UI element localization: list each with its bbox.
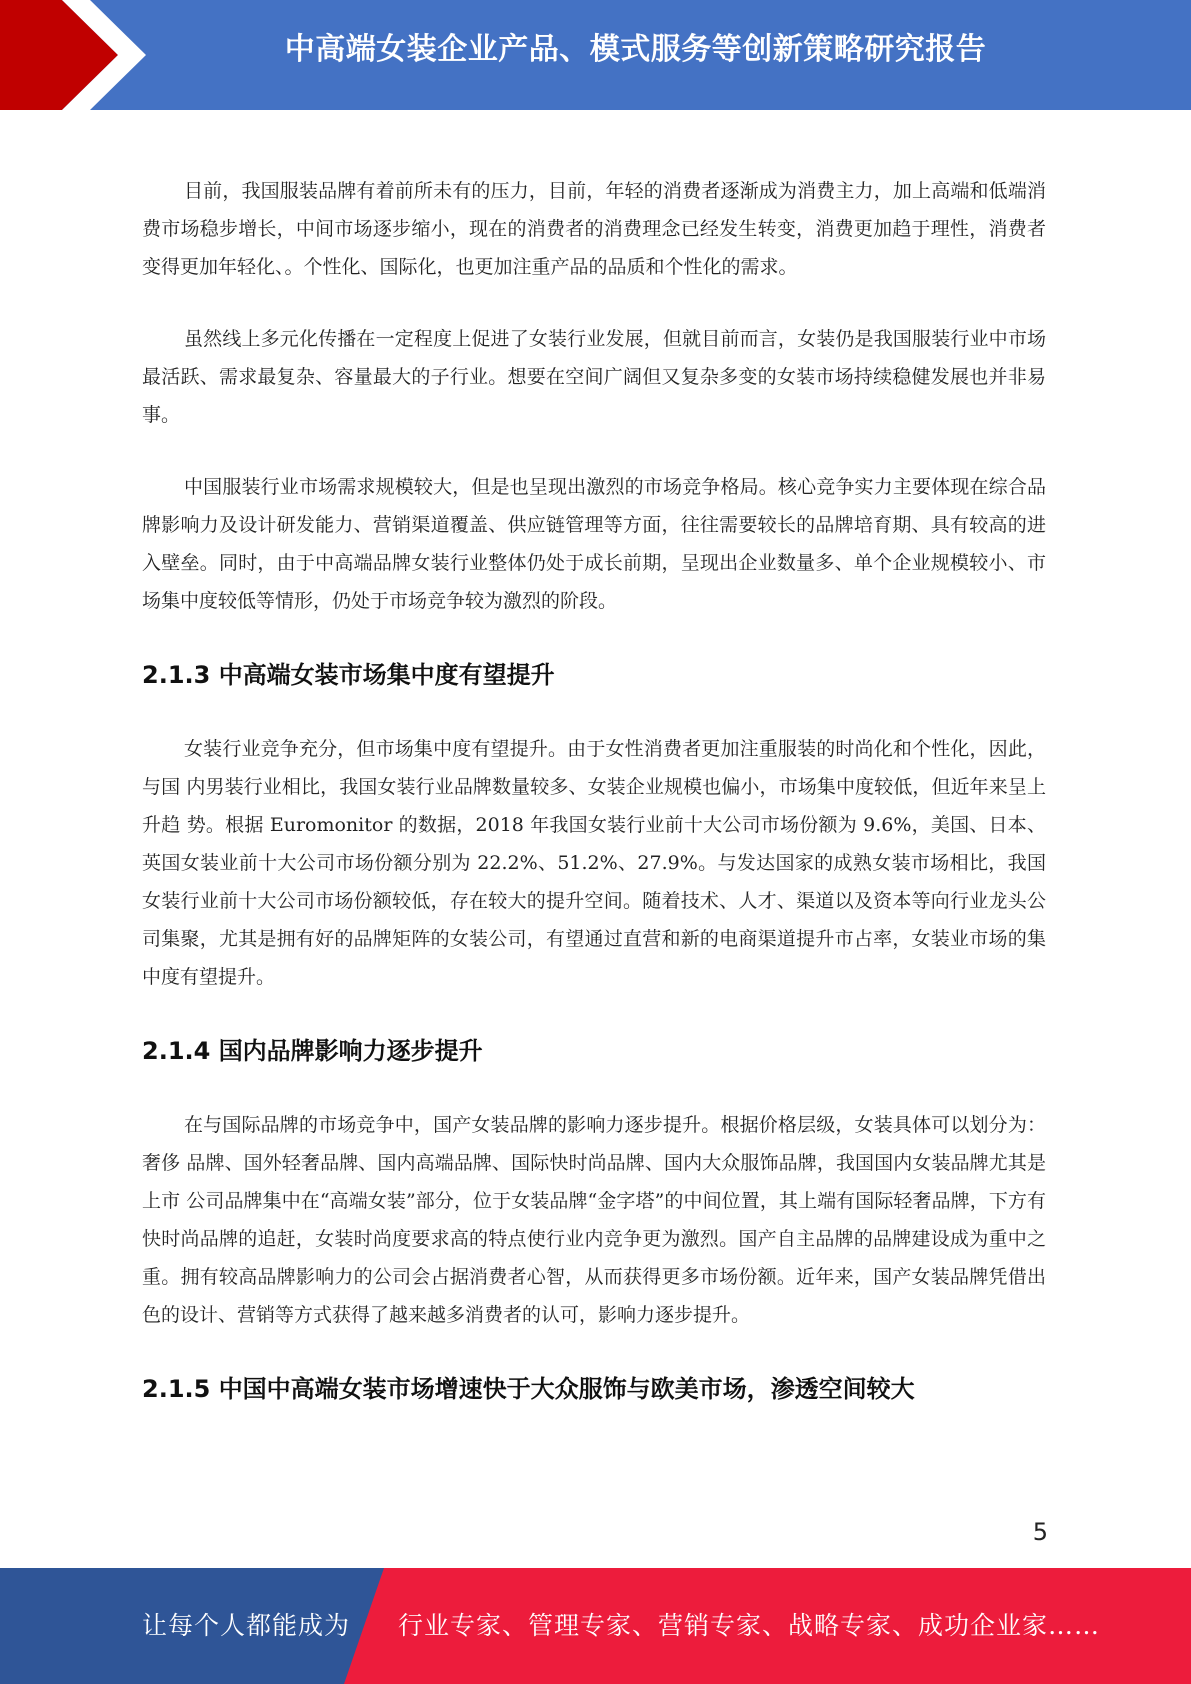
report-header — [0, 0, 1191, 110]
footer-slogan-left: 让每个人都能成为 — [142, 1611, 351, 1640]
report-footer — [0, 1568, 1191, 1684]
section-heading-2-1-5: 2.1.5 中国中高端女装市场增速快于大众服饰与欧美市场，渗透空间较大 — [142, 1375, 915, 1403]
section-heading-2-1-3: 2.1.3 中高端女装市场集中度有望提升 — [142, 661, 555, 689]
paragraph: 中国服装行业市场需求规模较大，但是也呈现出激烈的市场竞争格局。核心竞争实力主要体现在综合品牌影响力及设计研发能力、营销渠道覆盖、供应链管理等方面，往往需要较长的品牌培育期、具有较高的进入壁垒。同时，由于中高端品牌女装行业整体仍处于成长前期，呈现出企业数量多、单个企业规模较小、市场集中度较低等情形，仍处于市场竞争较为激烈的阶段。 — [142, 476, 1046, 612]
report-body — [142, 172, 1046, 1406]
report-title: 中高端女装企业产品、模式服务等创新策略研究报告 — [284, 32, 987, 67]
paragraph: 在与国际品牌的市场竞争中，国产女装品牌的影响力逐步提升。根据价格层级，女装具体可以划分为：奢侈 品牌、国外轻奢品牌、国内高端品牌、国际快时尚品牌、国内大众服饰品牌，我国国内女装品牌尤其是上市 公司品牌集中在“高端女装”部分，位于女装品牌“金字塔”的中间位置，其上端有国际轻奢品牌，下方有 快时尚品牌的追赶，女装时尚度要求高的特点使行业内竞争更为激烈。国产自主品牌的品牌建设成为重中之 重。拥有较高品牌影响力的公司会占据消费者心智，从而获得更多市场份额。近年来，国产女装品牌凭借出 色的设计、营销等方式获得了越来越多消费者的认可，影响力逐步提升。 — [142, 1114, 1046, 1326]
section-heading-2-1-4: 2.1.4 国内品牌影响力逐步提升 — [142, 1037, 483, 1065]
paragraph: 女装行业竞争充分，但市场集中度有望提升。由于女性消费者更加注重服装的时尚化和个性化，因此，与国 内男装行业相比，我国女装行业品牌数量较多、女装企业规模也偏小，市场集中度较低，但近年来呈上升趋 势。根据 Euromonitor 的数据，2018 年我国女装行业前十大公司市场份额为 9.6%，美国、日本、英国女装业前十大公司市场份额分别为 22.2%、51.2%、27.9%。与发达国家的成熟女装市场相比，我国女装行业前十大公司市场份额较低，存在较大的提升空间。随着技术、人才、渠道以及资本等向行业龙头公司集聚，尤其是拥有好的品牌矩阵的女装公司，有望通过直营和新的电商渠道提升市占率，女装业市场的集中度有望提升。 — [142, 738, 1046, 988]
paragraph: 虽然线上多元化传播在一定程度上促进了女装行业发展，但就目前而言，女装仍是我国服装行业中市场最活跃、需求最复杂、容量最大的子行业。想要在空间广阔但又复杂多变的女装市场持续稳健发展也并非易事。 — [142, 328, 1046, 426]
paragraph: 目前，我国服装品牌有着前所未有的压力，目前，年轻的消费者逐渐成为消费主力，加上高端和低端消费市场稳步增长，中间市场逐步缩小，现在的消费者的消费理念已经发生转变，消费更加趋于理性，消费者变得更加年轻化、。个性化、国际化，也更加注重产品的品质和个性化的需求。 — [142, 180, 1046, 278]
page-number: 5 — [1032, 1518, 1048, 1546]
footer-slogan-right: 行业专家、管理专家、营销专家、战略专家、成功企业家…… — [398, 1611, 1101, 1640]
